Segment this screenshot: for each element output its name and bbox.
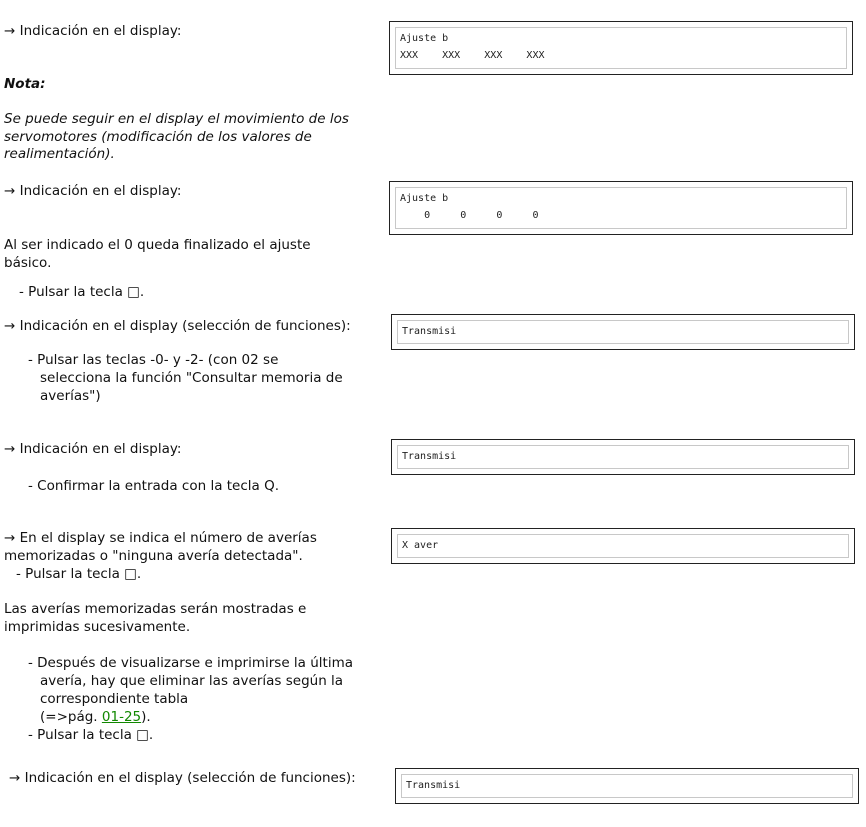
step-press-key-2: - Pulsar la tecla □.	[16, 566, 142, 582]
step-function-selection-1: → Indicación en el display (selección de funciones):	[4, 318, 351, 334]
display-panel-5	[391, 528, 855, 564]
display-1-line-2: XXX XXX XXX XXX	[400, 50, 545, 61]
page-reference-suffix: ).	[141, 709, 151, 725]
basic-adjust-done-line-2: básico.	[4, 255, 52, 271]
step-press-keys-line-2: selecciona la función "Consultar memoria de	[40, 370, 343, 386]
step-press-key-1: - Pulsar la tecla □.	[19, 284, 145, 300]
step-delete-faults-line-3: correspondiente tabla	[40, 691, 189, 707]
display-panel-1	[389, 21, 853, 75]
note-body-line-2: servomotores (modificación de los valores de	[4, 129, 312, 145]
stored-faults-line-1: Las averías memorizadas serán mostradas e	[4, 601, 307, 617]
note-body-line-3: realimentación).	[4, 146, 115, 162]
step-function-selection-2: → Indicación en el display (selección de funciones):	[9, 770, 356, 786]
page-reference-link[interactable]: 01-25	[101, 709, 142, 725]
display-panel-2	[389, 181, 853, 235]
display-readout-3: Transmisi	[397, 320, 849, 344]
step-press-keys-line-3: averías")	[40, 388, 101, 404]
note-title: Nota:	[4, 76, 46, 92]
step-display-indication-3: → Indicación en el display:	[4, 441, 182, 457]
note-body-line-1: Se puede seguir en el display el movimiento de los	[4, 111, 349, 127]
step-display-indication-2: → Indicación en el display:	[4, 183, 182, 199]
step-press-keys-line-1: - Pulsar las teclas -0- y -2- (con 02 se	[28, 352, 279, 368]
step-delete-faults-line-1: - Después de visualizarse e imprimirse la última	[28, 655, 354, 671]
display-readout-2	[395, 187, 847, 229]
step-fault-count-line-1: → En el display se indica el número de averías	[4, 530, 317, 546]
display-panel-3	[391, 314, 855, 350]
display-readout-5: X aver	[397, 534, 849, 558]
step-display-indication-1: → Indicación en el display:	[4, 23, 182, 39]
step-press-key-3: - Pulsar la tecla □.	[28, 727, 154, 743]
display-panel-4	[391, 439, 855, 475]
step-delete-faults-line-2: avería, hay que eliminar las averías según la	[40, 673, 344, 689]
page-reference	[40, 709, 151, 725]
display-1-line-1: Ajuste b	[400, 33, 449, 44]
display-readout-4: Transmisi	[397, 445, 849, 469]
page-reference-prefix: (=>pág.	[40, 709, 102, 725]
display-2-line-2: 0 0 0 0	[400, 210, 539, 221]
step-confirm-entry: - Confirmar la entrada con la tecla Q.	[28, 478, 280, 494]
basic-adjust-done-line-1: Al ser indicado el 0 queda finalizado el ajuste	[4, 237, 311, 253]
display-readout-6: Transmisi	[401, 774, 853, 798]
display-2-line-1: Ajuste b	[400, 193, 449, 204]
stored-faults-line-2: imprimidas sucesivamente.	[4, 619, 191, 635]
step-fault-count-line-2: memorizadas o "ninguna avería detectada".	[4, 548, 303, 564]
display-readout-1	[395, 27, 847, 69]
display-panel-6	[395, 768, 859, 804]
